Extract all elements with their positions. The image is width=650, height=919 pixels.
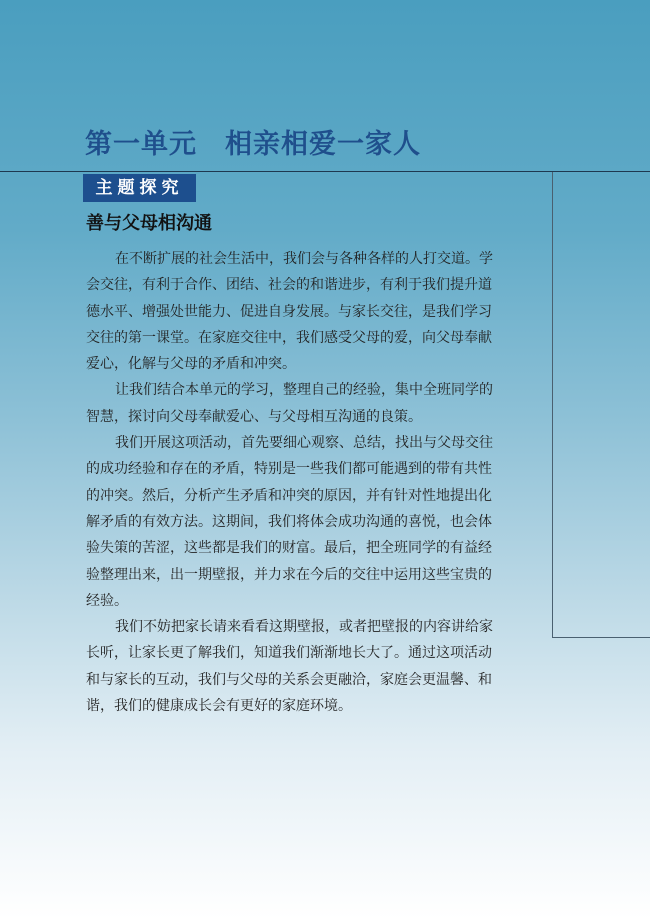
text-line: 谐，我们的健康成长会有更好的家庭环境。 xyxy=(86,698,352,715)
text-line: 智慧，探讨向父母奉献爱心、与父母相互沟通的良策。 xyxy=(86,408,422,425)
text-line: 德水平、增强处世能力、促进自身发展。与家长交往，是我们学习 xyxy=(86,303,492,320)
text-line: 解矛盾的有效方法。这期间，我们将体会成功沟通的喜悦，也会体 xyxy=(86,513,492,530)
text-line: 验整理出来，出一期壁报，并力求在今后的交往中运用这些宝贵的 xyxy=(86,566,492,583)
section-label: 主题探究 xyxy=(83,174,196,202)
text-line: 我们不妨把家长请来看看这期壁报，或者把壁报的内容讲给家 xyxy=(115,619,493,636)
paragraph xyxy=(86,246,493,377)
body-text xyxy=(86,246,493,719)
margin-divider xyxy=(552,172,553,638)
text-line: 长听，让家长更了解我们，知道我们渐渐地长大了。通过这项活动 xyxy=(86,645,492,662)
text-line: 我们开展这项活动，首先要细心观察、总结，找出与父母交往 xyxy=(115,435,493,452)
text-line: 的冲突。然后，分析产生矛盾和冲突的原因，并有针对性地提出化 xyxy=(86,487,492,504)
paragraph xyxy=(86,377,493,430)
text-line: 经验。 xyxy=(86,592,128,609)
text-line: 在不断扩展的社会生活中，我们会与各种各样的人打交道。学 xyxy=(115,251,493,267)
text-line: 的成功经验和存在的矛盾，特别是一些我们都可能遇到的带有共性 xyxy=(86,461,492,478)
section-subtitle: 善与父母相沟通 xyxy=(86,213,212,234)
text-line: 让我们结合本单元的学习，整理自己的经验，集中全班同学的 xyxy=(115,382,493,399)
text-line: 爱心，化解与父母的矛盾和冲突。 xyxy=(86,356,296,373)
paragraph xyxy=(86,614,493,719)
text-line: 和与家长的互动，我们与父母的关系会更融洽，家庭会更温馨、和 xyxy=(86,671,492,688)
text-line: 交往的第一课堂。在家庭交往中，我们感受父母的爱，向父母奉献 xyxy=(86,329,492,346)
margin-divider-bottom xyxy=(552,637,650,638)
text-line: 验失策的苦涩，这些都是我们的财富。最后，把全班同学的有益经 xyxy=(86,540,492,557)
unit-title: 第一单元 相亲相爱一家人 xyxy=(85,129,421,160)
text-line: 会交往，有利于合作、团结、社会的和谐进步，有利于我们提升道 xyxy=(86,277,492,294)
paragraph xyxy=(86,430,493,614)
